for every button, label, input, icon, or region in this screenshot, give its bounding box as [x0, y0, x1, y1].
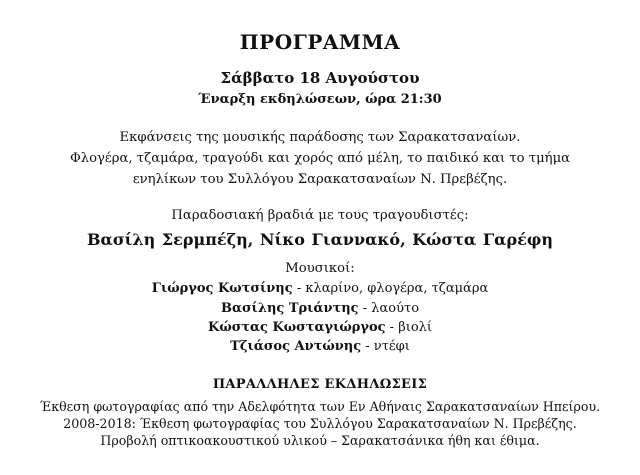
musician-entry — [0, 301, 640, 317]
description-line: Εκφάνσεις της μουσικής παράδοσης των Σαρακατσαναίων. — [119, 130, 521, 145]
musician-name: Τζιάσος Αντώνης — [230, 339, 362, 354]
parallel-event-line: 2008-2018: Έκθεση φωτογραφίας του Συλλόγου Σαρακατσαναίων Ν. Πρεβέζης. — [63, 416, 577, 431]
musician-name: Κώστας Κωσταγιώργος — [208, 320, 386, 335]
musicians-heading: Μουσικοί: — [285, 261, 355, 276]
event-start-time: Έναρξη εκδηλώσεων, ώρα 21:30 — [198, 92, 442, 107]
description-line: Φλογέρα, τζαμάρα, τραγούδι και χορός από μέλη, το παιδικό και το τμήμα — [69, 151, 571, 166]
singers-list: Βασίλη Σερμπέζη, Νίκο Γιαννακό, Κώστα Γαρέφη — [87, 230, 553, 249]
description-line: ενηλίκων του Συλλόγου Σαρακατσαναίων Ν. Πρεβέζης. — [132, 172, 508, 187]
musician-role: - ντέφι — [361, 339, 410, 354]
evening-intro: Παραδοσιακή βραδιά με τους τραγουδιστές: — [171, 208, 469, 223]
program-title: ΠΡΟΓΡΑΜΜΑ — [239, 30, 401, 54]
musician-role: - κλαρίνο, φλογέρα, τζαμάρα — [292, 281, 489, 296]
musician-role: - βιολί — [385, 320, 432, 335]
musician-name: Βασίλης Τριάντης — [220, 301, 359, 316]
musician-entry — [0, 281, 640, 297]
parallel-event-line: Προβολή οπτικοακουστικού υλικού – Σαρακατσάνικα ήθη και έθιμα. — [100, 433, 540, 448]
musician-entry — [0, 320, 640, 336]
musician-role: - λαούτο — [358, 301, 420, 316]
musician-name: Γιώργος Κωτσίνης — [151, 281, 293, 296]
musician-entry — [0, 339, 640, 355]
parallel-event-line: Έκθεση φωτογραφίας από την Αδελφότητα των Εν Αθήναις Σαρακατσαναίων Ηπείρου. — [39, 399, 601, 414]
parallel-events-heading: ΠΑΡΑΛΛΗΛΕΣ ΕΚΔΗΛΩΣΕΙΣ — [212, 377, 428, 392]
event-date: Σάββατο 18 Αυγούστου — [220, 69, 420, 87]
